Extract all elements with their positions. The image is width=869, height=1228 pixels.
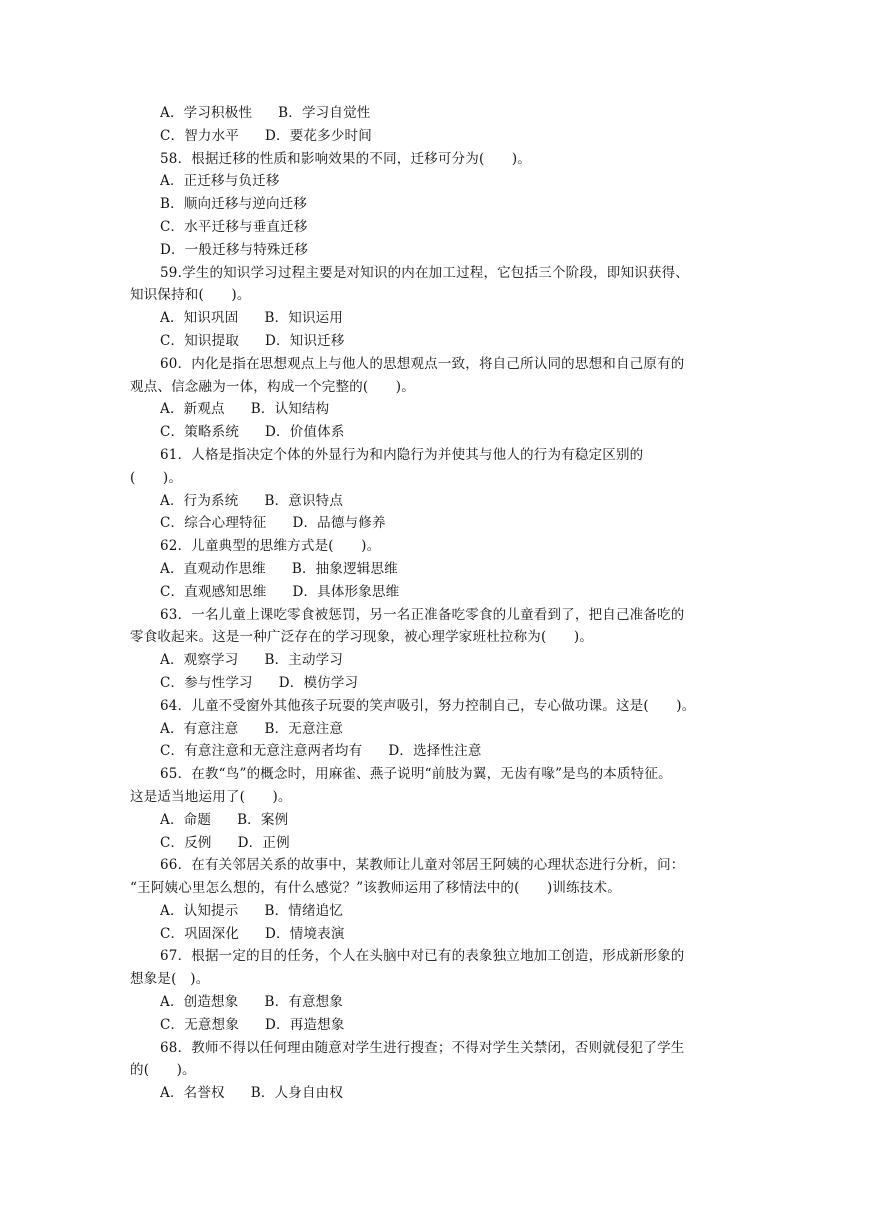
option-text: C．知识提取 [160, 332, 240, 349]
option-text: C．巩固深化 [160, 925, 240, 942]
option-text: B．主动学习 [264, 652, 344, 669]
option-text: A．学习积极性 [160, 105, 253, 121]
answer-options-line [130, 421, 742, 444]
option-text: A．创造想象 [160, 994, 239, 1011]
answer-options-line [130, 740, 742, 763]
answer-options-line [130, 923, 742, 946]
answer-options-line [130, 649, 742, 672]
answer-options-line [130, 991, 742, 1014]
answer-options-line [130, 672, 742, 695]
answer-options-line [130, 718, 742, 741]
answer-options-line [130, 125, 742, 148]
option-text: C．反例 [160, 834, 212, 851]
option-text: B．顺向迁移与逆向迁移 [160, 196, 308, 213]
answer-options-line [130, 102, 742, 125]
question-stem: 61．人格是指决定个体的外显行为和内隐行为并使其与他人的行为有稳定区别的 [160, 446, 644, 463]
option-text: B．无意注意 [264, 720, 344, 737]
option-text: C．策略系统 [160, 424, 240, 441]
option-text: A．正迁移与负迁移 [160, 173, 280, 190]
option-text: C．无意想象 [160, 1016, 240, 1033]
option-text: D．再造想象 [265, 1016, 345, 1033]
question-stem: 59.学生的知识学习过程主要是对知识的内在加工过程，它包括三个阶段，即知识获得、 [160, 264, 689, 281]
question-stem-continuation: ( )。 [130, 469, 183, 486]
option-text: C．水平迁移与垂直迁移 [160, 218, 308, 235]
option-text: B．认知结构 [250, 401, 330, 418]
option-text: B．案例 [237, 811, 289, 828]
answer-options-line [130, 398, 742, 421]
option-text: D．具体形象思维 [292, 583, 400, 600]
question-stem: 58．根据迁移的性质和影响效果的不同，迁移可分为( )。 [160, 150, 532, 167]
question-stem: 64．儿童不受窗外其他孩子玩耍的笑声吸引，努力控制自己，专心做功课。这是( )。 [160, 697, 696, 714]
option-text: D．品德与修养 [292, 515, 386, 532]
question-stem: 63．一名儿童上课吃零食被惩罚，另一名正准备吃零食的儿童看到了，把自己准备吃的 [160, 606, 685, 623]
option-text: B．人身自由权 [250, 1085, 344, 1102]
answer-options-line [130, 1014, 742, 1037]
answer-options-line [130, 512, 742, 535]
answer-options-line [130, 490, 742, 513]
question-stem-continuation: 想象是( )。 [130, 971, 210, 988]
option-text: C．综合心理特征 [160, 515, 267, 532]
option-text: A．认知提示 [160, 902, 239, 919]
answer-options-line [130, 900, 742, 923]
option-text: D．要花多少时间 [265, 127, 372, 144]
option-text: B．情绪追忆 [264, 902, 344, 919]
option-text: B．意识特点 [264, 492, 344, 509]
answer-options-line [130, 832, 742, 855]
answer-options-line [130, 1082, 742, 1105]
option-text: A．名誉权 [160, 1085, 225, 1102]
option-text: D．一般迁移与特殊迁移 [160, 241, 309, 258]
answer-options-line [130, 216, 742, 239]
option-text: A．有意注意 [160, 720, 239, 737]
answer-options-line [130, 170, 742, 193]
question-stem: 65．在教“鸟”的概念时，用麻雀、燕子说明“前肢为翼，无齿有喙”是鸟的本质特征。 [160, 766, 672, 783]
option-text: B．学习自觉性 [278, 105, 371, 121]
question-stem: 66．在有关邻居关系的故事中，某教师让儿童对邻居王阿姨的心理状态进行分析，问： [160, 857, 685, 874]
option-text: B．知识运用 [264, 310, 344, 327]
answer-options-line [130, 330, 742, 353]
question-stem-continuation: 观点、信念融为一体，构成一个完整的( )。 [130, 378, 415, 395]
question-stem: 62．儿童典型的思维方式是( )。 [160, 538, 381, 555]
answer-options-line [130, 558, 742, 581]
question-stem-continuation: 的( )。 [130, 1062, 196, 1079]
option-text: A．新观点 [160, 401, 225, 418]
option-text: A．直观动作思维 [160, 560, 266, 577]
answer-options-line [130, 581, 742, 604]
question-stem-continuation: 这是适当地运用了( )。 [130, 788, 292, 805]
option-text: D．价值体系 [265, 424, 345, 441]
option-text: B．有意想象 [264, 994, 344, 1011]
option-text: D．情境表演 [265, 925, 345, 942]
answer-options-line [130, 193, 742, 216]
answer-options-line [130, 307, 742, 330]
question-stem-continuation: “王阿姨心里怎么想的，有什么感觉？”该教师运用了移情法中的( )训练技术。 [130, 880, 621, 897]
option-text: A．知识巩固 [160, 310, 239, 327]
option-text: A．命题 [160, 811, 212, 828]
question-stem: 68．教师不得以任何理由随意对学生进行搜查；不得对学生关禁闭，否则就侵犯了学生 [160, 1039, 685, 1056]
question-stem-continuation: 知识保持和( )。 [130, 287, 251, 304]
answer-options-line [130, 239, 742, 262]
option-text: A．观察学习 [160, 652, 239, 669]
option-text: C．参与性学习 [160, 674, 253, 691]
question-stem: 60．内化是指在思想观点上与他人的思想观点一致，将自己所认同的思想和自己原有的 [160, 355, 685, 372]
question-stem: 67．根据一定的目的任务，个人在头脑中对已有的表象独立地加工创造，形成新形象的 [160, 948, 685, 965]
option-text: D．选择性注意 [388, 743, 482, 760]
option-text: A．行为系统 [160, 492, 239, 509]
option-text: B．抽象逻辑思维 [291, 560, 398, 577]
option-text: C．智力水平 [160, 127, 240, 144]
answer-options-line [130, 809, 742, 832]
option-text: D．模仿学习 [278, 674, 359, 691]
option-text: C．直观感知思维 [160, 583, 267, 600]
option-text: D．知识迁移 [265, 332, 345, 349]
question-list [130, 102, 742, 1105]
question-stem-continuation: 零食收起来。这是一种广泛存在的学习现象，被心理学家班杜拉称为( )。 [130, 629, 594, 646]
option-text: D．正例 [237, 834, 290, 851]
option-text: C．有意注意和无意注意两者均有 [160, 743, 363, 760]
